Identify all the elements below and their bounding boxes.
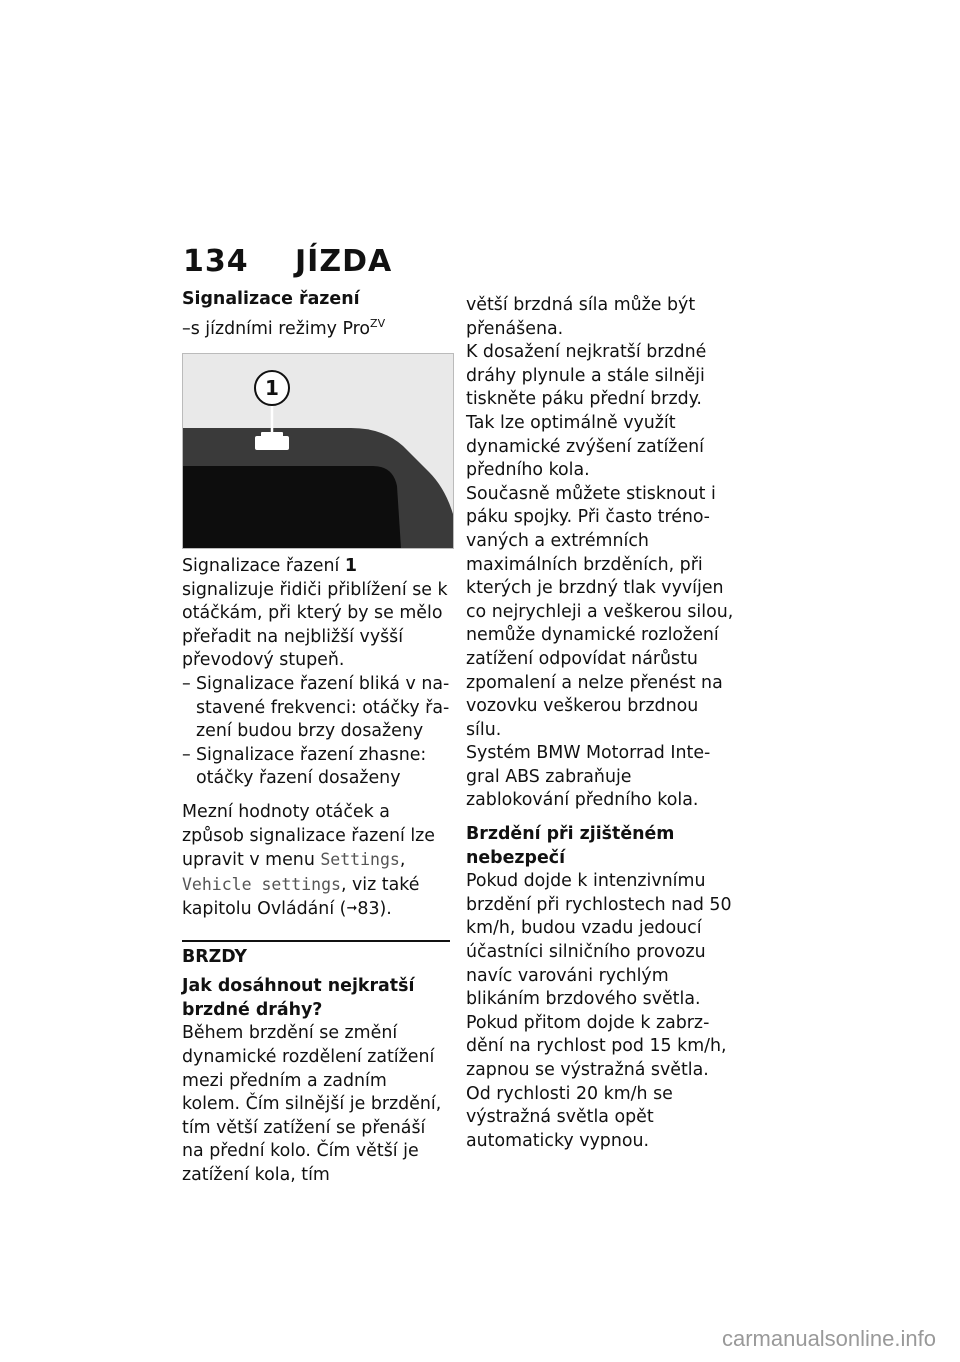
paragraph-shortest-distance: K dosažení nejkratší brzdné dráhy plynule a stále silněji tiskněte páku přední brzdy. Tak lze optimálně využít dynamické zvýšení zatížení předního kola. [466,342,707,481]
paragraph-clutch: Současně můžete stisknout i páku spojky. Při často trénovaných a extrémních maximálních brzděních, při kterých je brzdný tlak vyvíjen co nejrychleji a veškerou silou, nemůže dynamické rozložení zatížení odpovídat nárůstu zpomalení a nelze přenést na vozovku veškerou brzdnou sílu. [466,483,734,740]
section-title-brakes: BRZDY [182,946,248,967]
paragraph-hazard-lights: Pokud přitom dojde k zabrzdění na rychlost pod 15 km/h, zapnou se výstražná světla. Od rychlosti 20 km/h se výstražná světla opět automaticky vypnou. [466,1012,727,1151]
menu-path-settings: Settings [320,850,400,870]
question-heading-shortest-distance: Jak dosáhnout nejkratší brzdné dráhy? [182,976,415,1020]
section-divider [182,940,450,942]
optional-equipment-mark: ZV [370,316,386,330]
paragraph-emergency-braking: Pokud dojde k intenzivnímu brzdění při rychlostech nad 50 km/h, budou vzadu jedoucí účastníci silničního provozu navíc varováni rychlým blikáním brzdového světla. [466,871,732,1010]
shift-lamp-segment [255,436,289,450]
section-heading-shift-indicator: Signalizace řazení [182,289,360,309]
list-item: – Signalizace řazení bliká v nastavené frekvenci: otáčky řazení budou brzy dosaženy [182,673,450,742]
paragraph-shift-indicator: Signalizace řazení 1 signalizuje řidiči přiblížení se k otáčkám, při který by se mělo přeřadit na nejbližší vyšší převodový stupeň. [182,555,448,671]
chapter-title: JÍZDA [295,244,393,279]
paragraph-abs: Systém BMW Motorrad Integral ABS zabraňuje zablokování předního kola. [466,743,711,811]
mode-subtitle: –s jízdními režimy Pro$^{ZV}$ [182,316,386,339]
right-column [466,294,734,1153]
paragraph-braking: Během brzdění se změní dynamické rozdělení zatížení mezi předním a zadním kolem. Čím silnější je brzdění, tím větší zatížení se přenáší na přední kolo. Čím větší je zatížení kola, tím [182,1023,442,1186]
page-reference-arrow-icon: ➞ [346,901,358,917]
list-item: – Signalizace řazení zhasne: otáčky řazení dosaženy [182,744,427,789]
page-header [183,244,392,279]
figure-callout-1: 1 [265,375,279,400]
paragraph-settings: Mezní hodnoty otáček a způsob signalizace řazení lze upravit v menu Settings, Vehicle settings, viz také kapitolu Ovládání (➞83). [182,801,435,920]
tft-display-illustration [183,354,453,548]
dashboard-figure [182,353,454,549]
menu-path-vehicle-settings: Vehicle settings [182,874,341,894]
left-column [182,288,450,1188]
page-number: 134 [183,244,249,279]
watermark-text: carmanualsonline.info [721,1326,936,1351]
question-heading-emergency: Brzdění při zjištěném nebezpečí [466,824,675,868]
paragraph-continuation: větší brzdná síla může být přenášena. [466,295,696,339]
page-reference: 83 [357,899,380,920]
